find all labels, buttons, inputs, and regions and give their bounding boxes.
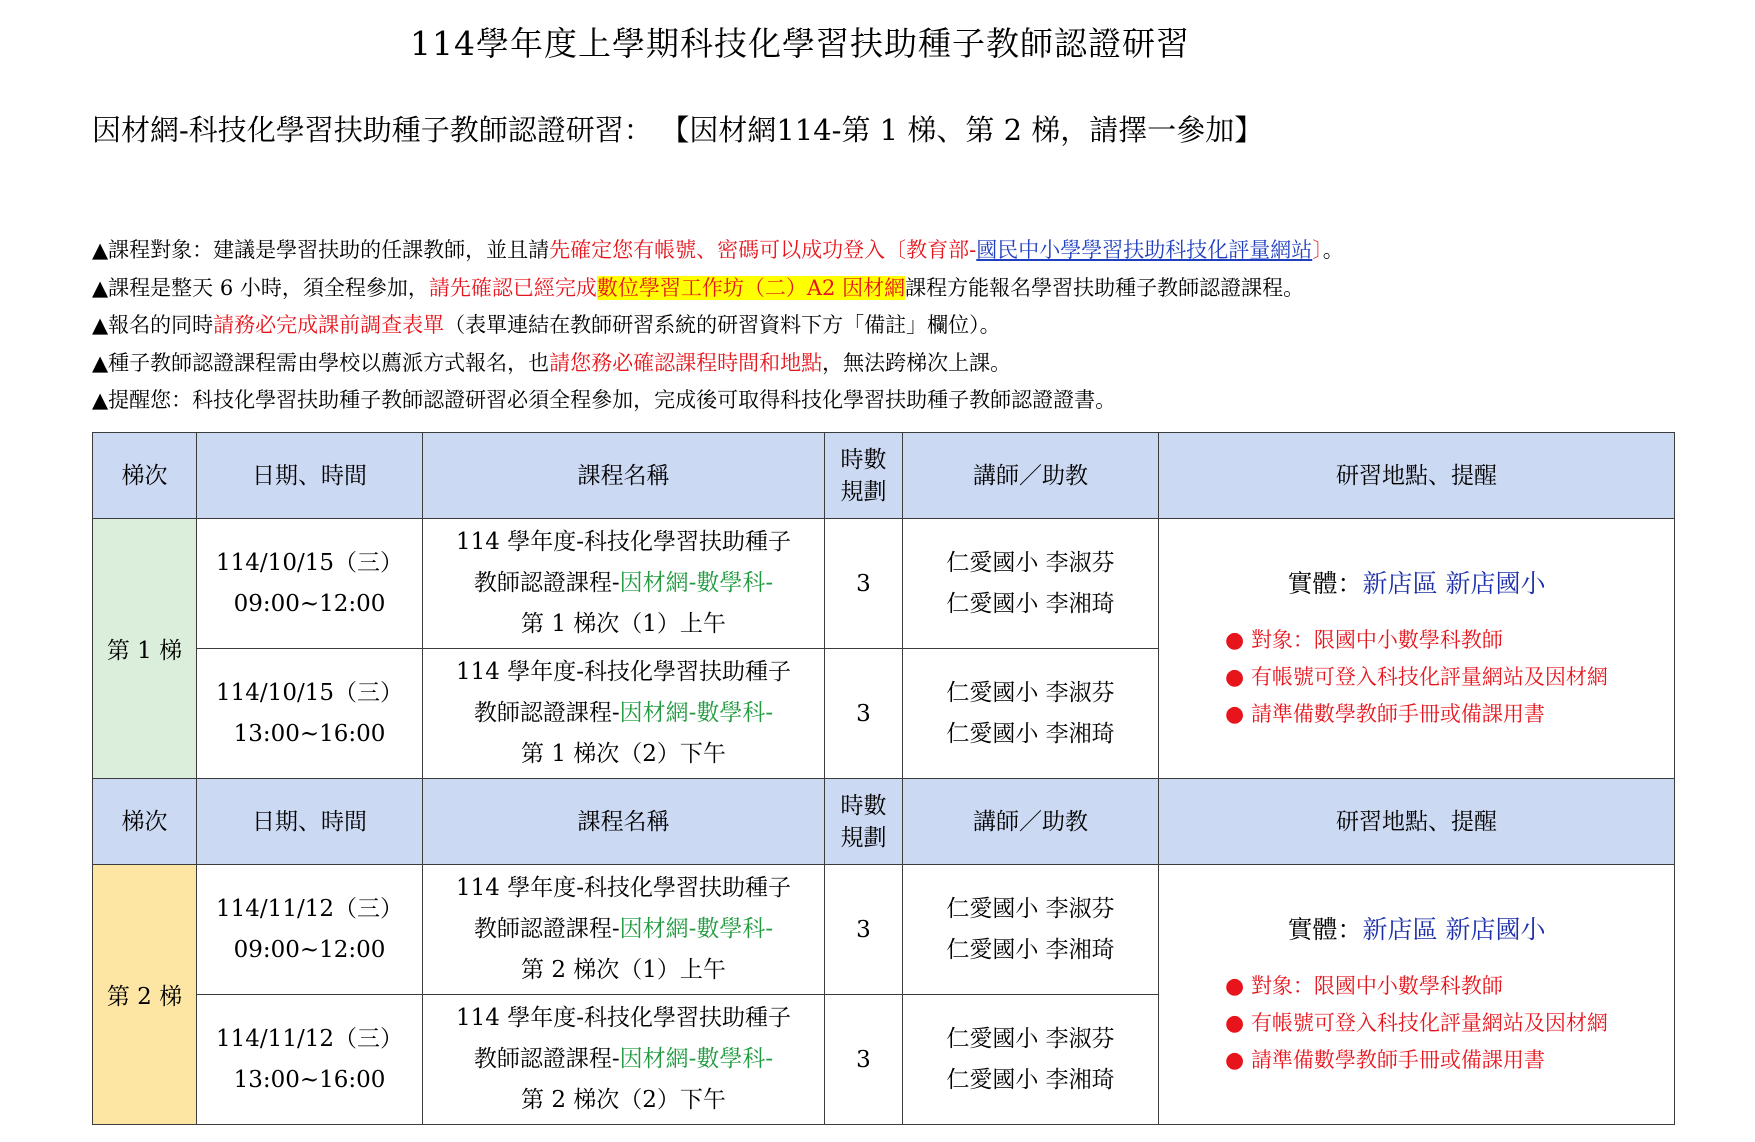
bullet-dot-icon: ● <box>1225 1011 1245 1036</box>
note-warning: 先確定您有帳號、密碼可以成功登入〔教育部- <box>549 238 977 262</box>
tier-label: 第 2 梯 <box>93 865 197 1125</box>
location-text: 實體：新店區 新店國小 <box>1287 569 1546 598</box>
session-datetime: 114/11/12（三） 09:00~12:00 <box>197 865 423 995</box>
session-hours: 3 <box>825 865 903 995</box>
session-course: 114 學年度-科技化學習扶助種子 教師認證課程-因材網-數學科- 第 1 梯次（1）上午 <box>423 519 825 649</box>
note-survey <box>92 307 1344 345</box>
note-text: ▲種子教師認證課程需由學校以薦派方式報名，也 <box>92 350 550 375</box>
note-target-audience <box>92 232 1344 270</box>
note-registration <box>92 345 1344 383</box>
subtitle <box>92 108 1263 149</box>
header-tier: 梯次 <box>93 779 197 865</box>
header-datetime: 日期、時間 <box>197 433 423 519</box>
header-instructor: 講師／助教 <box>903 779 1159 865</box>
session-instructors: 仁愛國小 李淑芬 仁愛國小 李湘琦 <box>903 865 1159 995</box>
table-row <box>93 865 1675 995</box>
session-instructors: 仁愛國小 李淑芬 仁愛國小 李湘琦 <box>903 995 1159 1125</box>
header-tier: 梯次 <box>93 433 197 519</box>
reminder-list <box>1225 968 1608 1079</box>
table-header-row <box>93 433 1675 519</box>
bullet-dot-icon: ● <box>1225 974 1245 999</box>
list-item: ● 請準備數學教師手冊或備課用書 <box>1225 1048 1545 1073</box>
list-item: ● 請準備數學教師手冊或備課用書 <box>1225 702 1545 727</box>
prerequisite-highlight: 數位學習工作坊（二）A2 因材網 <box>596 275 906 300</box>
header-course: 課程名稱 <box>423 779 825 865</box>
session-course: 114 學年度-科技化學習扶助種子 教師認證課程-因材網-數學科- 第 1 梯次（2）下午 <box>423 649 825 779</box>
note-warning: 請先確認已經完成 <box>428 275 597 300</box>
session-datetime: 114/10/15（三） 13:00~16:00 <box>197 649 423 779</box>
note-text: ▲課程是整天 6 小時，須全程參加， <box>92 275 429 300</box>
subtitle-left: 因材網-科技化學習扶助種子教師認證研習： <box>92 113 653 147</box>
schedule-table <box>92 432 1675 1125</box>
bullet-dot-icon: ● <box>1225 665 1245 690</box>
bullet-dot-icon: ● <box>1225 1048 1245 1073</box>
session-course: 114 學年度-科技化學習扶助種子 教師認證課程-因材網-數學科- 第 2 梯次（1）上午 <box>423 865 825 995</box>
page-title: 114學年度上學期科技化學習扶助種子教師認證研習 <box>410 24 1190 63</box>
session-datetime: 114/11/12（三） 13:00~16:00 <box>197 995 423 1125</box>
note-text: ▲課程對象：建議是學習扶助的任課教師，並且請 <box>92 238 550 262</box>
session-instructors: 仁愛國小 李淑芬 仁愛國小 李湘琦 <box>903 649 1159 779</box>
session-datetime: 114/10/15（三） 09:00~12:00 <box>197 519 423 649</box>
note-text: ，無法跨梯次上課。 <box>822 350 1012 375</box>
note-text: （表單連結在教師研習系統的研習資料下方「備註」欄位）。 <box>444 313 1001 337</box>
header-instructor: 講師／助教 <box>903 433 1159 519</box>
bullet-dot-icon: ● <box>1225 628 1245 653</box>
note-prerequisite <box>92 270 1344 308</box>
note-text: 。 <box>1322 238 1344 262</box>
list-item: ● 對象：限國中小數學科教師 <box>1225 974 1503 999</box>
note-text: ▲報名的同時 <box>92 313 214 337</box>
location-text: 實體：新店區 新店國小 <box>1287 915 1546 944</box>
subtitle-right: 【因材網114-第 1 梯、第 2 梯，請擇一參加】 <box>674 113 1264 147</box>
session-hours: 3 <box>825 649 903 779</box>
tier-label: 第 1 梯 <box>93 519 197 779</box>
assessment-site-link[interactable]: 國民中小學學習扶助科技化評量網站 <box>976 238 1313 262</box>
note-text: 課程方能報名學習扶助種子教師認證課程。 <box>905 275 1305 300</box>
header-hours: 時數 規劃 <box>825 779 903 865</box>
session-instructors: 仁愛國小 李淑芬 仁愛國小 李湘琦 <box>903 519 1159 649</box>
header-course: 課程名稱 <box>423 433 825 519</box>
note-warning: 請您務必確認課程時間和地點 <box>549 350 823 375</box>
bullet-dot-icon: ● <box>1225 702 1245 727</box>
list-item: ● 有帳號可登入科技化評量網站及因材網 <box>1225 1011 1608 1036</box>
note-warning: 請務必完成課前調查表單 <box>213 313 445 337</box>
header-datetime: 日期、時間 <box>197 779 423 865</box>
list-item: ● 有帳號可登入科技化評量網站及因材網 <box>1225 665 1608 690</box>
tier-location <box>1159 865 1675 1125</box>
header-location: 研習地點、提醒 <box>1159 779 1675 865</box>
table-row <box>93 519 1675 649</box>
list-item: ● 對象：限國中小數學科教師 <box>1225 628 1503 653</box>
table-header-row <box>93 779 1675 865</box>
notes-list <box>92 232 1344 420</box>
note-reminder: ▲提醒您：科技化學習扶助種子教師認證研習必須全程參加，完成後可取得科技化學習扶助種子教師認證證書。 <box>92 388 1117 412</box>
session-hours: 3 <box>825 995 903 1125</box>
tier-location <box>1159 519 1675 779</box>
reminder-list <box>1225 622 1608 733</box>
note-warning: 〕 <box>1312 238 1323 262</box>
session-course: 114 學年度-科技化學習扶助種子 教師認證課程-因材網-數學科- 第 2 梯次（2）下午 <box>423 995 825 1125</box>
header-location: 研習地點、提醒 <box>1159 433 1675 519</box>
session-hours: 3 <box>825 519 903 649</box>
header-hours: 時數 規劃 <box>825 433 903 519</box>
